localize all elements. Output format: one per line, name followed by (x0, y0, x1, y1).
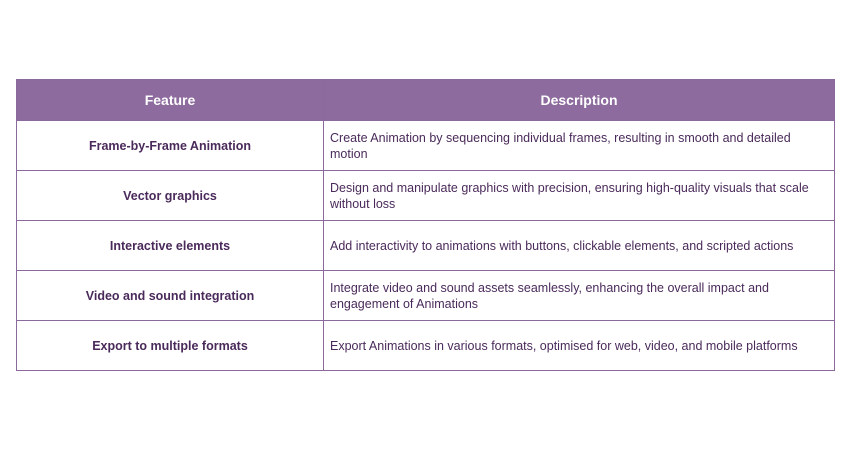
feature-cell: Interactive elements (17, 221, 324, 271)
description-cell: Create Animation by sequencing individual frames, resulting in smooth and detailed motion (324, 121, 835, 171)
table-header (17, 80, 835, 121)
table-row (17, 221, 835, 271)
description-cell: Integrate video and sound assets seamlessly, enhancing the overall impact and engagement of Animations (324, 271, 835, 321)
feature-table (16, 79, 835, 371)
description-cell: Design and manipulate graphics with precision, ensuring high-quality visuals that scale without loss (324, 171, 835, 221)
table-row (17, 321, 835, 371)
header-row (17, 80, 835, 121)
feature-cell: Video and sound integration (17, 271, 324, 321)
header-feature: Feature (17, 80, 324, 121)
table-body (17, 121, 835, 371)
table-row (17, 121, 835, 171)
description-cell: Export Animations in various formats, optimised for web, video, and mobile platforms (324, 321, 835, 371)
header-description: Description (324, 80, 835, 121)
feature-cell: Frame-by-Frame Animation (17, 121, 324, 171)
table-row (17, 271, 835, 321)
table-row (17, 171, 835, 221)
description-cell: Add interactivity to animations with buttons, clickable elements, and scripted actions (324, 221, 835, 271)
feature-cell: Vector graphics (17, 171, 324, 221)
feature-cell: Export to multiple formats (17, 321, 324, 371)
